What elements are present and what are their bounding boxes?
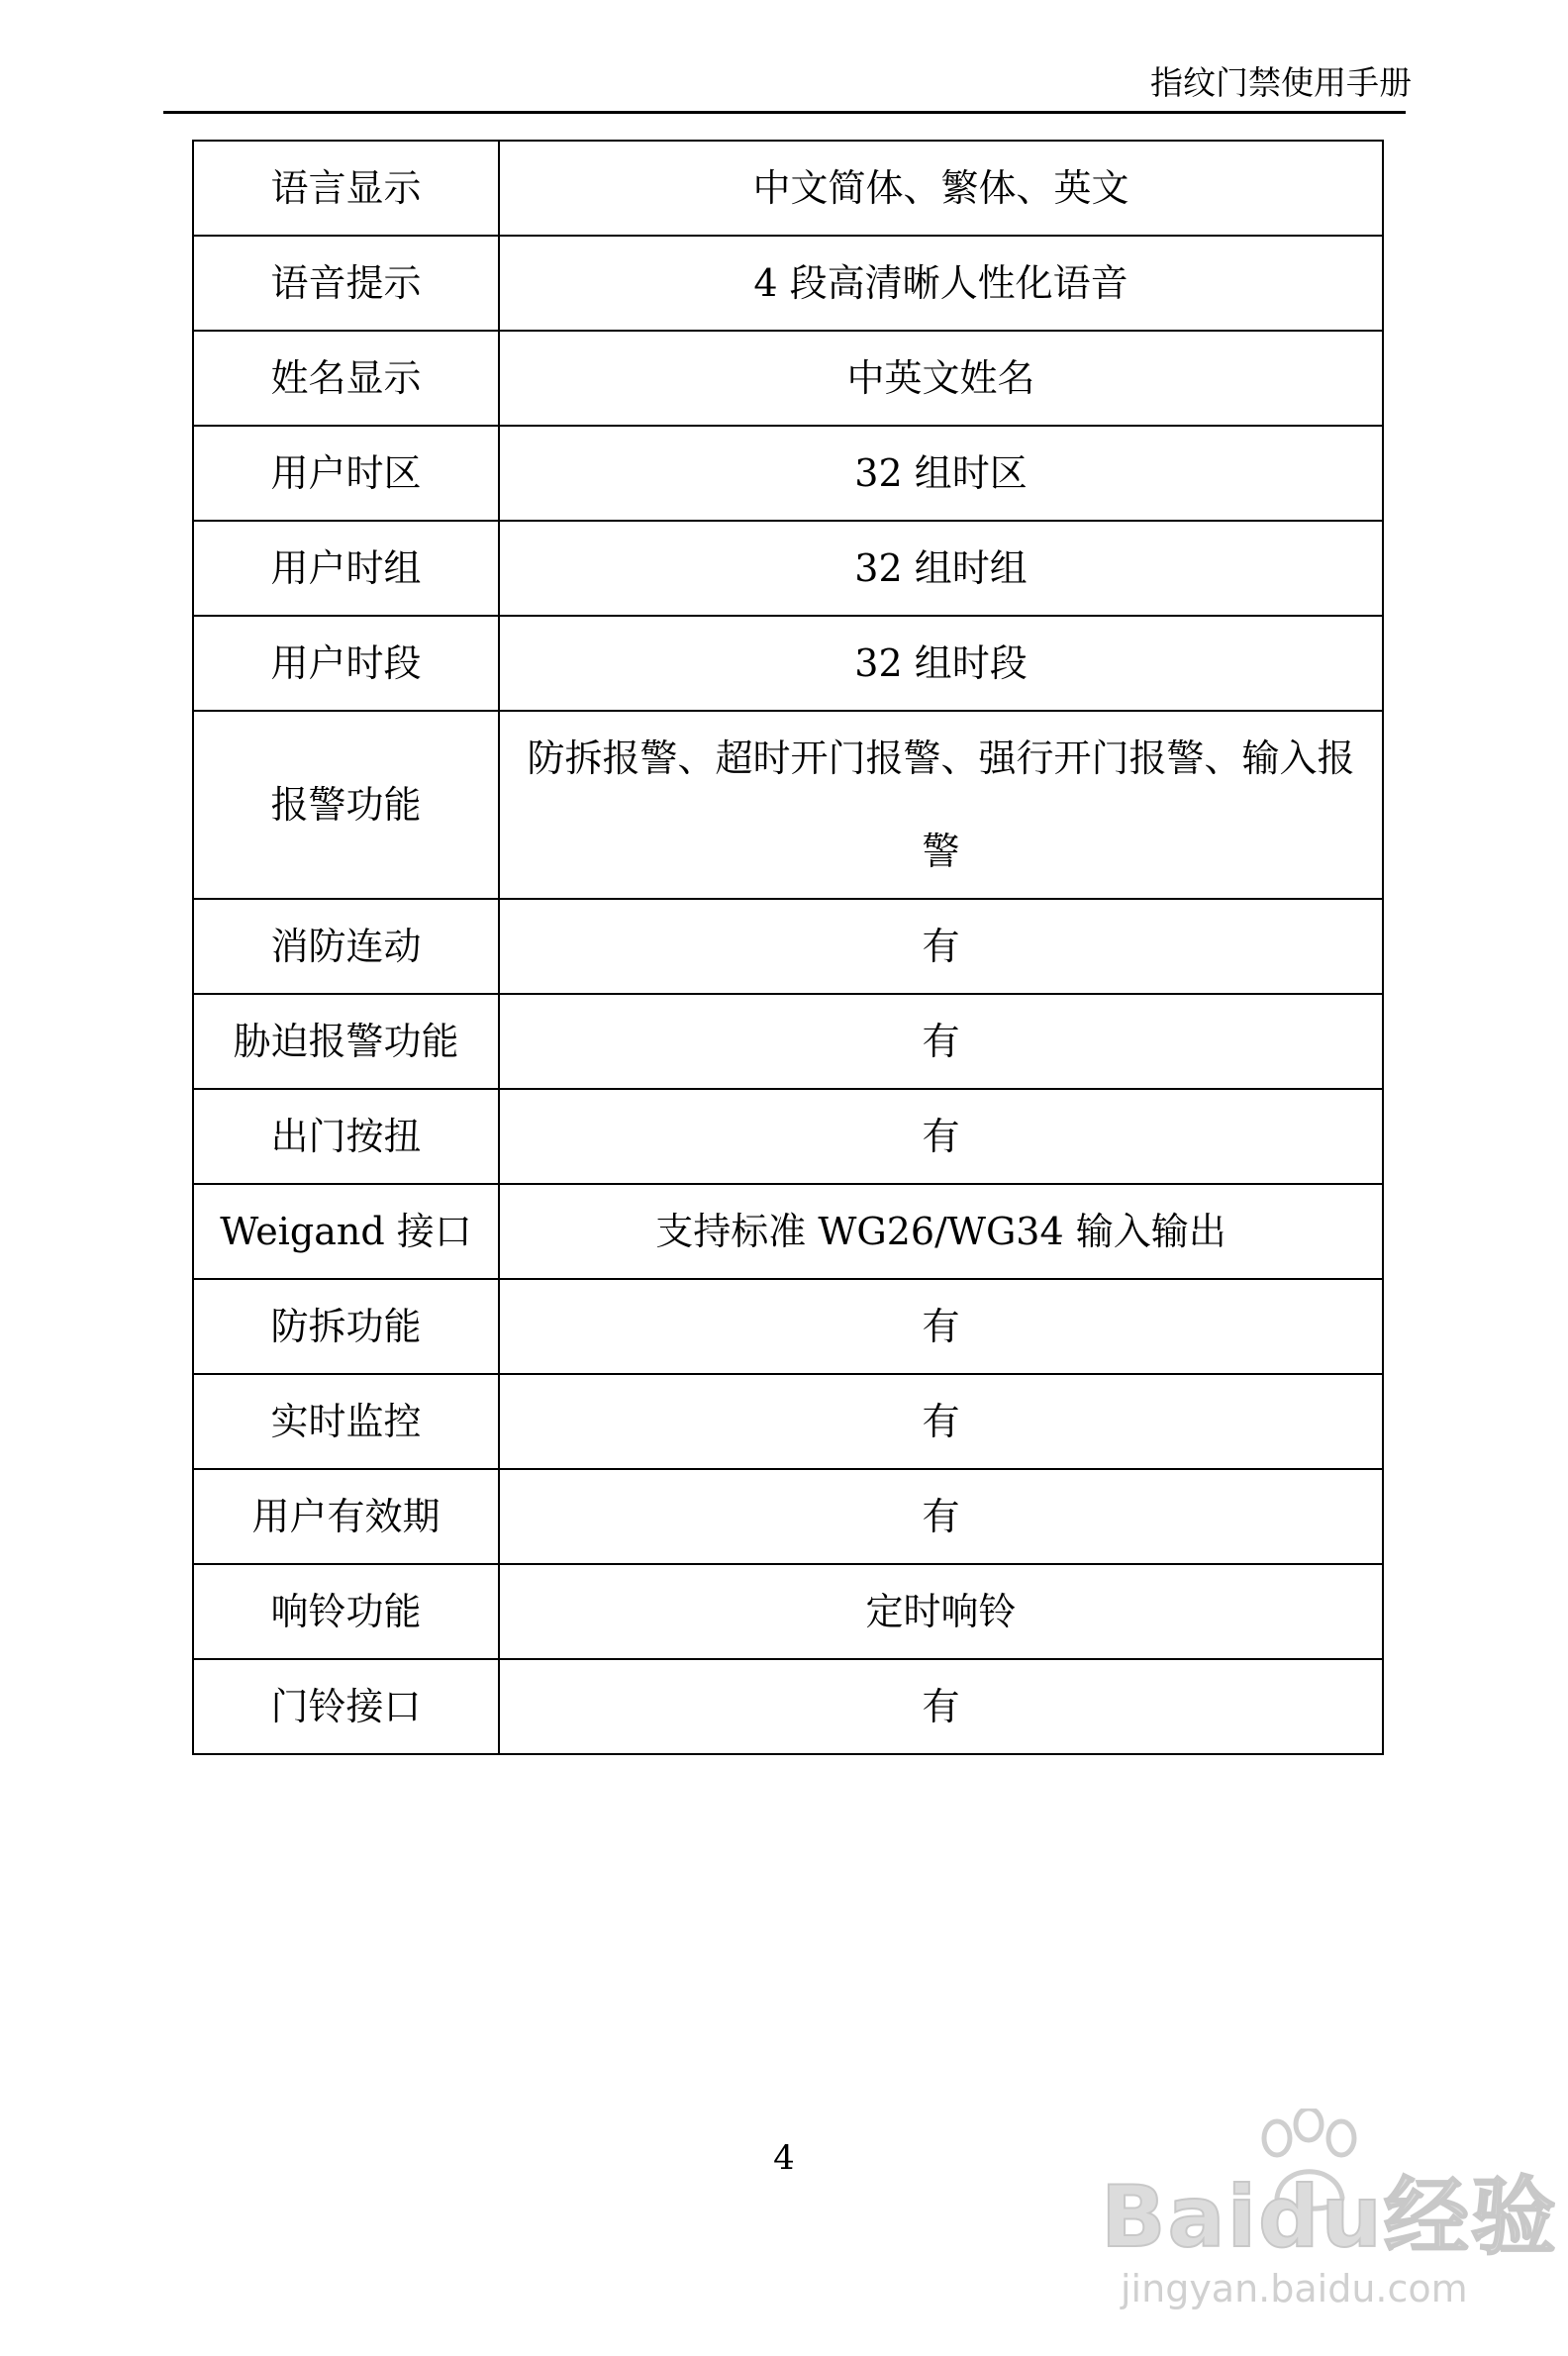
header-rule bbox=[163, 111, 1406, 114]
row-value: 32 组时段 bbox=[499, 616, 1383, 711]
row-value: 有 bbox=[499, 994, 1383, 1089]
table-row bbox=[193, 521, 1383, 616]
table-row bbox=[193, 1279, 1383, 1374]
row-label: 姓名显示 bbox=[193, 331, 499, 426]
row-value: 32 组时组 bbox=[499, 521, 1383, 616]
row-label: 用户时组 bbox=[193, 521, 499, 616]
row-value: 有 bbox=[499, 1659, 1383, 1754]
row-label: 响铃功能 bbox=[193, 1564, 499, 1659]
header-title: 指纹门禁使用手册 bbox=[1150, 63, 1412, 102]
baidu-jingyan-watermark bbox=[1101, 2109, 1558, 2326]
table-row bbox=[193, 141, 1383, 236]
row-label: Weigand 接口 bbox=[193, 1184, 499, 1279]
row-value: 支持标准 WG26/WG34 输入输出 bbox=[499, 1184, 1383, 1279]
table-row bbox=[193, 331, 1383, 426]
page-number: 4 bbox=[773, 2138, 795, 2178]
spec-table bbox=[192, 140, 1384, 1755]
row-value: 32 组时区 bbox=[499, 426, 1383, 521]
table-row bbox=[193, 1184, 1383, 1279]
row-label: 语音提示 bbox=[193, 236, 499, 331]
watermark-url: jingyan.baidu.com bbox=[1121, 2267, 1468, 2310]
row-label: 报警功能 bbox=[193, 711, 499, 899]
row-label: 用户时区 bbox=[193, 426, 499, 521]
row-label: 门铃接口 bbox=[193, 1659, 499, 1754]
row-label: 出门按扭 bbox=[193, 1089, 499, 1184]
table-row bbox=[193, 1469, 1383, 1564]
row-value: 有 bbox=[499, 1469, 1383, 1564]
table-row bbox=[193, 1089, 1383, 1184]
row-value: 有 bbox=[499, 899, 1383, 994]
row-value: 有 bbox=[499, 1374, 1383, 1469]
table-row bbox=[193, 426, 1383, 521]
row-label: 胁迫报警功能 bbox=[193, 994, 499, 1089]
row-label: 用户有效期 bbox=[193, 1469, 499, 1564]
row-label: 用户时段 bbox=[193, 616, 499, 711]
row-value: 中文简体、繁体、英文 bbox=[499, 141, 1383, 236]
row-value: 有 bbox=[499, 1089, 1383, 1184]
table-row bbox=[193, 994, 1383, 1089]
row-label: 语言显示 bbox=[193, 141, 499, 236]
table-row bbox=[193, 236, 1383, 331]
row-value: 定时响铃 bbox=[499, 1564, 1383, 1659]
table-row bbox=[193, 899, 1383, 994]
watermark-logo: Baidu经验 bbox=[1101, 2168, 1558, 2267]
table-row bbox=[193, 1564, 1383, 1659]
row-value: 4 段高清晰人性化语音 bbox=[499, 236, 1383, 331]
row-label: 消防连动 bbox=[193, 899, 499, 994]
row-value: 防拆报警、超时开门报警、强行开门报警、输入报警 bbox=[499, 711, 1383, 899]
row-label: 防拆功能 bbox=[193, 1279, 499, 1374]
table-row bbox=[193, 1374, 1383, 1469]
table-row bbox=[193, 1659, 1383, 1754]
row-label: 实时监控 bbox=[193, 1374, 499, 1469]
table-row bbox=[193, 711, 1383, 899]
row-value: 中英文姓名 bbox=[499, 331, 1383, 426]
table-row bbox=[193, 616, 1383, 711]
row-value: 有 bbox=[499, 1279, 1383, 1374]
